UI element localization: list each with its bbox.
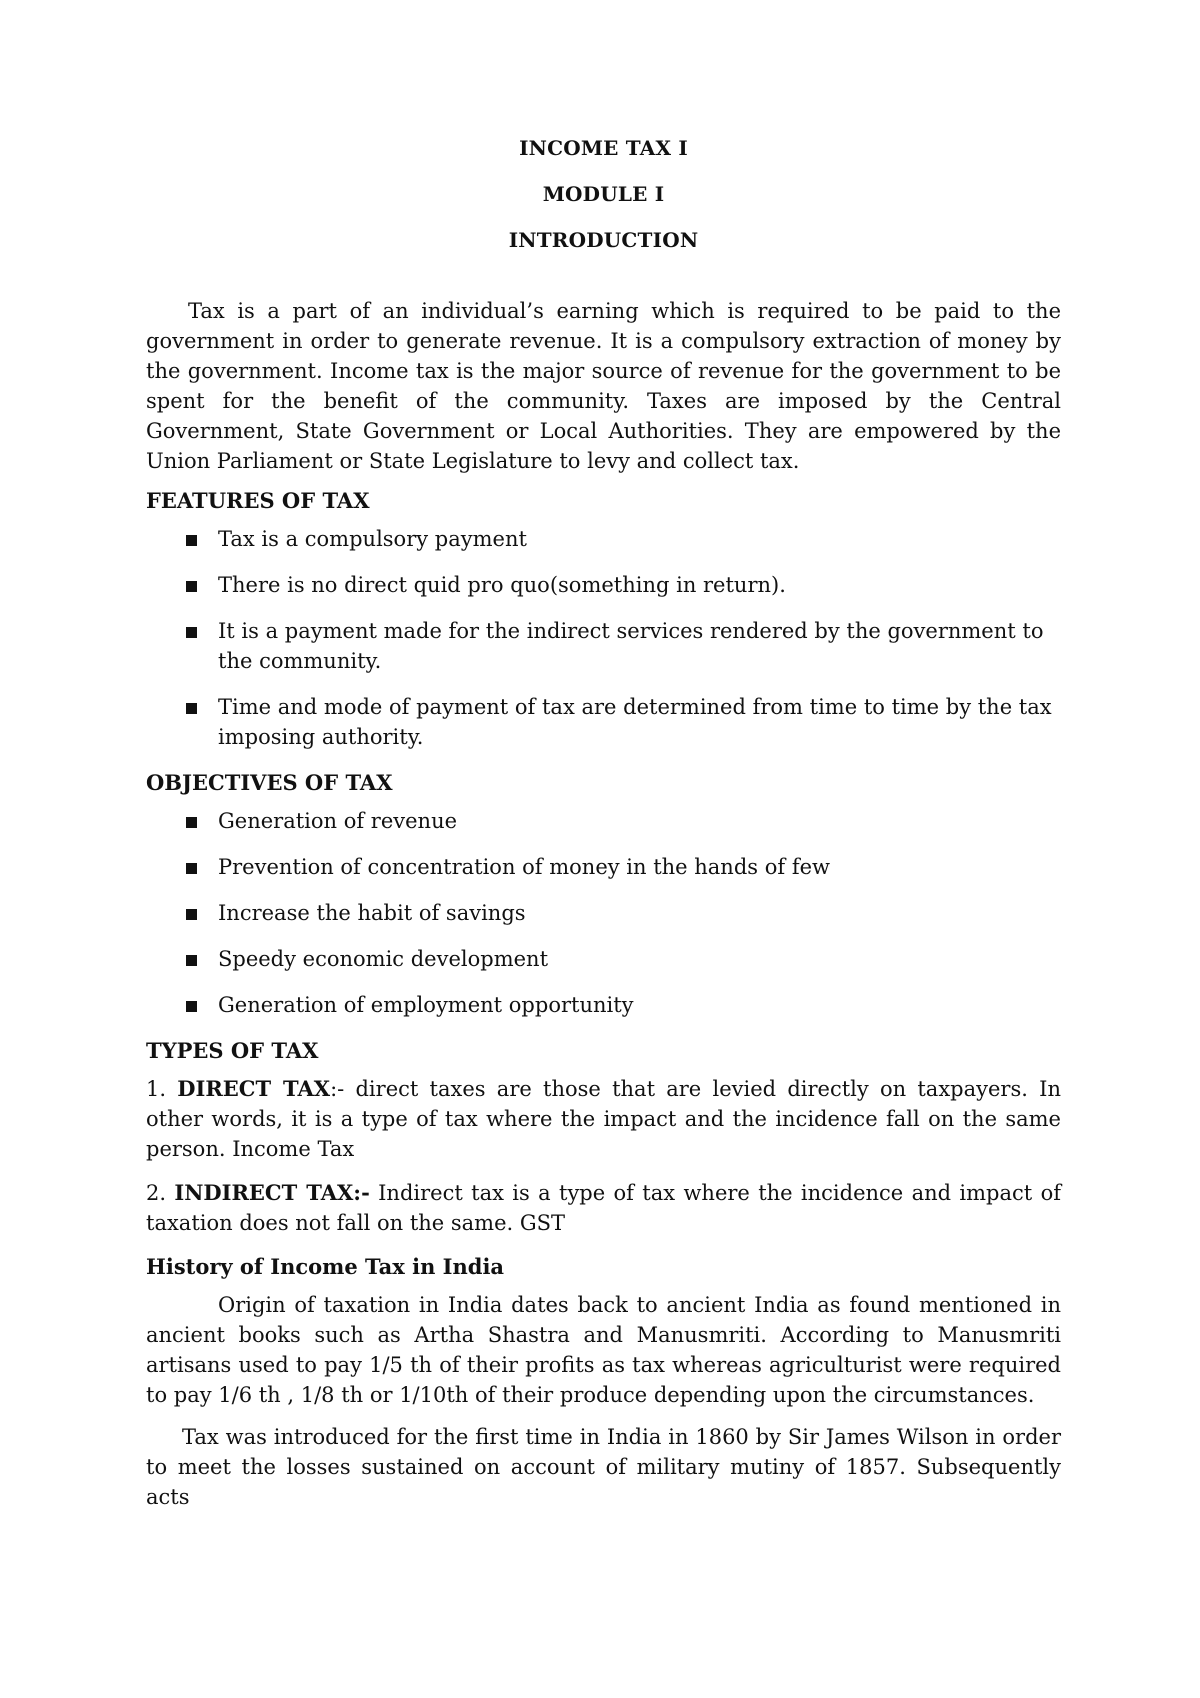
list-item	[146, 524, 1061, 554]
features-list	[146, 524, 1061, 752]
list-item	[146, 944, 1061, 974]
square-bullet-icon	[186, 863, 197, 874]
direct-tax-label: DIRECT TAX	[177, 1076, 331, 1101]
square-bullet-icon	[186, 1001, 197, 1012]
indirect-tax-number: 2.	[146, 1181, 167, 1205]
list-item	[146, 852, 1061, 882]
list-item	[146, 570, 1061, 600]
list-item	[146, 806, 1061, 836]
document-page	[146, 136, 1061, 1512]
list-item-text: It is a payment made for the indirect services rendered by the government to the community.	[218, 619, 1044, 673]
types-heading: TYPES OF TAX	[146, 1038, 319, 1063]
list-item-text: Generation of employment opportunity	[218, 993, 634, 1017]
section-title: INTRODUCTION	[508, 228, 699, 252]
direct-tax-text: :- direct taxes are those that are levied directly on taxpayers. In other words, it is a type of tax where the impact and the incidence fall on the same person. Income Tax	[146, 1077, 1061, 1161]
module-title: MODULE I	[542, 182, 665, 206]
objectives-list	[146, 806, 1061, 1020]
indirect-tax-label: INDIRECT TAX:-	[174, 1180, 370, 1205]
square-bullet-icon	[186, 535, 197, 546]
list-item-text: There is no direct quid pro quo(something in return).	[218, 573, 786, 597]
square-bullet-icon	[186, 955, 197, 966]
indirect-tax-paragraph	[146, 1178, 1061, 1238]
intro-paragraph: Tax is a part of an individual’s earning which is required to be paid to the government in order to generate revenue. It is a compulsory extraction of money by the government. Income tax is the major source of revenue for the government to be spent for the benefit of the community. Taxes are imposed by the Central Government, State Government or Local Authorities. They are empowered by the Union Parliament or State Legislature to levy and collect tax.	[146, 299, 1061, 473]
document-body	[146, 296, 1061, 1512]
direct-tax-number: 1.	[146, 1077, 167, 1101]
title-block	[146, 136, 1061, 252]
history-paragraph-1: Origin of taxation in India dates back to ancient India as found mentioned in ancient books such as Artha Shastra and Manusmriti. According to Manusmriti artisans used to pay 1/5 th of their profits as tax whereas agriculturist were required to pay 1/6 th , 1/8 th or 1/10th of their produce depending upon the circumstances.	[146, 1293, 1061, 1407]
list-item	[146, 616, 1061, 676]
list-item-text: Tax is a compulsory payment	[218, 527, 527, 551]
list-item-text: Time and mode of payment of tax are determined from time to time by the tax imposing authority.	[218, 695, 1052, 749]
list-item-text: Speedy economic development	[218, 947, 549, 971]
square-bullet-icon	[186, 817, 197, 828]
indirect-tax-text: Indirect tax is a type of tax where the incidence and impact of taxation does not fall on the same. GST	[146, 1181, 1061, 1235]
list-item	[146, 692, 1061, 752]
list-item-text: Generation of revenue	[218, 809, 458, 833]
objectives-heading: OBJECTIVES OF TAX	[146, 770, 393, 795]
square-bullet-icon	[186, 581, 197, 592]
features-heading: FEATURES OF TAX	[146, 488, 370, 513]
direct-tax-paragraph	[146, 1074, 1061, 1164]
list-item-text: Increase the habit of savings	[218, 901, 526, 925]
document-title: INCOME TAX I	[519, 136, 688, 160]
list-item	[146, 898, 1061, 928]
square-bullet-icon	[186, 909, 197, 920]
list-item-text: Prevention of concentration of money in the hands of few	[218, 855, 830, 879]
history-paragraph-2: Tax was introduced for the first time in India in 1860 by Sir James Wilson in order to meet the losses sustained on account of military mutiny of 1857. Subsequently acts	[146, 1425, 1061, 1509]
list-item	[146, 990, 1061, 1020]
square-bullet-icon	[186, 627, 197, 638]
square-bullet-icon	[186, 703, 197, 714]
history-heading: History of Income Tax in India	[146, 1254, 505, 1279]
